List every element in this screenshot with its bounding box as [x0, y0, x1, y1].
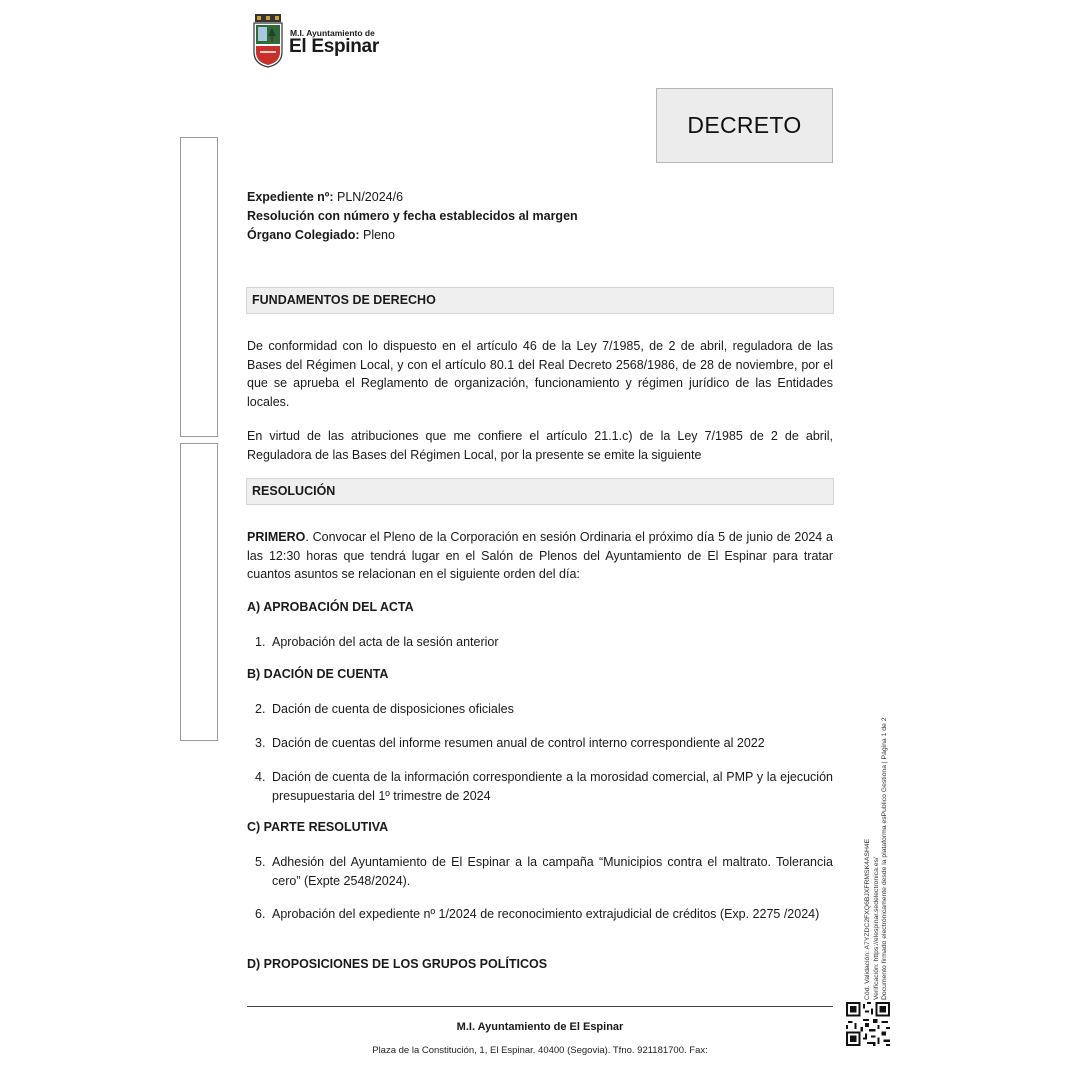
agenda-item [255, 633, 833, 652]
fundamentos-heading: FUNDAMENTOS DE DERECHO [246, 287, 834, 314]
resolucion-text: Resolución con número y fecha establecidos al margen [247, 209, 578, 223]
agenda-item-text: Aprobación del acta de la sesión anterior [272, 635, 499, 649]
agenda-item-text: Dación de cuenta de la información correspondiente a la morosidad comercial, al PMP y la ejecución presupuestaria del 1º trimestre de 2024 [272, 770, 833, 803]
organo-line [247, 226, 395, 245]
agenda-item-text: Aprobación del expediente nº 1/2024 de reconocimiento extrajudicial de créditos (Exp. 2275 /2024) [272, 907, 820, 921]
primero-label: PRIMERO [247, 530, 306, 544]
agenda-item [255, 768, 833, 805]
validation-code: Cód. Validación: A7YZDC2FXQ6BJXFRMSK4ASH4E [864, 838, 871, 1000]
agenda-item-text: Adhesión del Ayuntamiento de El Espinar a la campaña “Municipios contra el maltrato. Tolerancia cero” (Expte 2548/2024). [272, 855, 833, 888]
agenda-item-number: 3. [255, 736, 266, 750]
validation-sidebar [864, 670, 890, 1000]
expediente-label: Expediente nº: [247, 190, 334, 204]
expediente-line [247, 188, 403, 207]
resolucion-heading: RESOLUCIÓN [246, 478, 834, 505]
verification-url[interactable]: Verificación: https://elespinar.sedelectronica.es/ [872, 857, 880, 1000]
document-type-box [656, 88, 833, 163]
footer-address: Plaza de la Constitución, 1, El Espinar. 40400 (Segovia). Tfno. 921181700. Fax: [372, 1045, 708, 1056]
agenda-item-text: Dación de cuentas del informe resumen anual de control interno correspondiente al 2022 [272, 736, 765, 750]
organo-label: Órgano Colegiado: [247, 228, 360, 242]
agenda-item [255, 700, 833, 719]
footer-divider [247, 1006, 833, 1007]
fundamentos-paragraph-1: De conformidad con lo dispuesto en el artículo 46 de la Ley 7/1985, de 2 de abril, reguladora de las Bases del Régimen Local, y con el artículo 80.1 del Real Decreto 2568/1986, de 28 de noviembre, por el que se aprueba el Reglamento de organización, funcionamiento y régimen jurídico de las Entidades locales. [247, 339, 833, 409]
agenda-item-number: 1. [255, 635, 266, 649]
footer-institution: M.I. Ayuntamiento de El Espinar [456, 1021, 624, 1033]
agenda-item [255, 853, 833, 890]
agenda-item-text: Dación de cuenta de disposiciones oficiales [272, 702, 514, 716]
institution-small-label: M.I. Ayuntamiento de [290, 28, 375, 38]
fundamentos-paragraph-2: En virtud de las atribuciones que me confiere el artículo 21.1.c) de la Ley 7/1985 de 2 de abril, Reguladora de las Bases del Régimen Local, por la presente se emite la siguiente [247, 429, 833, 462]
margin-box-top [180, 137, 218, 437]
primero-text: . Convocar el Pleno de la Corporación en sesión Ordinaria el próximo día 5 de junio de 2024 a las 12:30 horas que tendrá lugar en el Salón de Plenos del Ayuntamiento de El Espinar para tratar cuantos asuntos se relacionan en el siguiente orden del día: [247, 530, 833, 581]
expediente-value: PLN/2024/6 [337, 190, 404, 204]
agenda-item [255, 734, 833, 753]
agenda-item-number: 4. [255, 770, 266, 784]
margin-box-bottom [180, 443, 218, 741]
agenda-item-number: 2. [255, 702, 266, 716]
agenda-item [255, 905, 833, 924]
primero-paragraph [247, 528, 833, 584]
document-type: DECRETO [687, 112, 802, 138]
organo-value: Pleno [362, 228, 395, 242]
resolucion-line [247, 207, 578, 226]
qr-code [846, 1002, 890, 1046]
agenda-item-number: 6. [255, 907, 266, 921]
section-b-heading: B) DACIÓN DE CUENTA [247, 667, 389, 681]
signature-note: Documento firmado electrónicamente desde la plataforma esPublico Gestiona | Página 1 de 2 [881, 717, 888, 1000]
institution-name: El Espinar [289, 36, 379, 57]
section-d-heading: D) PROPOSICIONES DE LOS GRUPOS POLÍTICOS [247, 957, 548, 971]
coat-of-arms-logo [252, 14, 284, 68]
section-c-heading: C) PARTE RESOLUTIVA [247, 820, 389, 834]
section-a-heading: A) APROBACIÓN DEL ACTA [247, 600, 414, 614]
agenda-item-number: 5. [255, 855, 266, 869]
